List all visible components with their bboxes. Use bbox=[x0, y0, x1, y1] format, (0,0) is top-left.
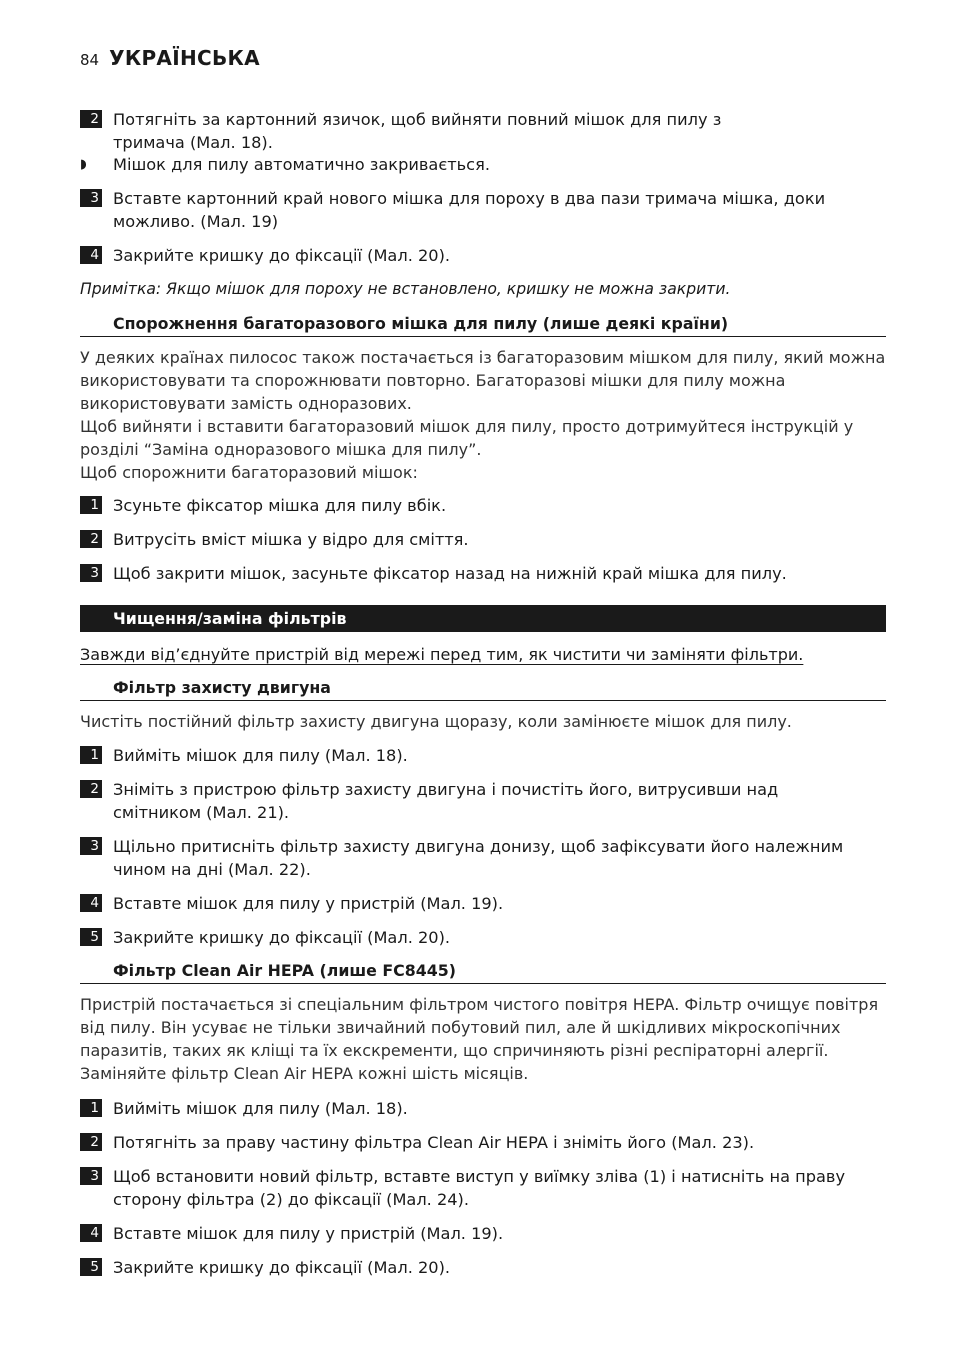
step-item bbox=[80, 1131, 886, 1154]
step-item bbox=[80, 562, 886, 585]
section-intro: Пристрій постачається зі спеціальним фільтром чистого повітря HEPA. Фільтр очищує повітря від пилу. Він усуває не тільки звичайний побутовий пил, але й шкідливих мікроскопічних паразитів, таких як кліщі та їх екскременти, що спричиняють різні респіраторні алергії. Заміняйте фільтр Clean Air HEPA кожні шість місяців. bbox=[80, 995, 879, 1083]
step-number: 1 bbox=[80, 1099, 102, 1117]
step-text: Витрусіть вміст мішка у відро для сміття. bbox=[113, 530, 469, 549]
step-text: Потягніть за картонний язичок, щоб вийняти повний мішок для пилу з тримача (Мал. 18). bbox=[113, 110, 722, 152]
warning-text: Завжди від’єднуйте пристрій від мережі перед тим, як чистити чи заміняти фільтри. bbox=[80, 645, 804, 664]
step-number: 2 bbox=[80, 1133, 102, 1151]
step-number: 2 bbox=[80, 530, 102, 548]
page-number: 84 bbox=[80, 51, 100, 69]
step-number: 1 bbox=[80, 746, 102, 764]
step-number: 5 bbox=[80, 1258, 102, 1276]
step-item bbox=[80, 494, 886, 517]
step-number: 3 bbox=[80, 837, 102, 855]
step-item bbox=[80, 1165, 886, 1211]
step-number: 3 bbox=[80, 189, 102, 207]
step-text: Вставте картонний край нового мішка для пороху в два пази тримача мішка, доки можливо. (Мал. 19) bbox=[113, 189, 826, 231]
step-text: Зсуньте фіксатор мішка для пилу вбік. bbox=[113, 496, 447, 515]
step-number: 3 bbox=[80, 564, 102, 582]
step-item bbox=[80, 778, 886, 824]
note-text: Примітка: Якщо мішок для пороху не встановлено, кришку не можна закрити. bbox=[80, 280, 731, 298]
step-number: 3 bbox=[80, 1167, 102, 1185]
step-text: Вставте мішок для пилу у пристрій (Мал. 19). bbox=[113, 1224, 504, 1243]
step-text: Щоб встановити новий фільтр, вставте виступ у виїмку зліва (1) і натисніть на праву сторону фільтра (2) до фіксації (Мал. 24). bbox=[113, 1167, 846, 1209]
step-text: Вийміть мішок для пилу (Мал. 18). bbox=[113, 746, 408, 765]
step-item bbox=[80, 528, 886, 551]
step-text: Вставте мішок для пилу у пристрій (Мал. 19). bbox=[113, 894, 504, 913]
step-text: Закрийте кришку до фіксації (Мал. 20). bbox=[113, 246, 451, 265]
step-text: Закрийте кришку до фіксації (Мал. 20). bbox=[113, 928, 451, 947]
step-item bbox=[80, 744, 886, 767]
step-number: 2 bbox=[80, 780, 102, 798]
language-heading: УКРАЇНСЬКА bbox=[109, 46, 260, 70]
step-item bbox=[80, 926, 886, 949]
step-item bbox=[80, 187, 886, 233]
step-item bbox=[80, 108, 886, 154]
step-number: 1 bbox=[80, 496, 102, 514]
section-title-hepa-filter: Фільтр Clean Air HEPA (лише FC8445) bbox=[80, 960, 886, 984]
step-number: 2 bbox=[80, 110, 102, 128]
section-intro: У деяких країнах пилосос також постачається із багаторазовим мішком для пилу, який можна використовувати та спорожнювати повторно. Багаторазові мішки для пилу можна використовувати замість одноразових. Щоб вийняти і вставити багаторазовий мішок для пилу, просто дотримуйтеся інструкцій у розділі “Заміна одноразового мішка для пилу”. Щоб спорожнити багаторазовий мішок: bbox=[80, 348, 886, 482]
step-text: Закрийте кришку до фіксації (Мал. 20). bbox=[113, 1258, 451, 1277]
step-item bbox=[80, 244, 886, 267]
section-title-reusable-bag: Спорожнення багаторазового мішка для пилу (лише деякі країни) bbox=[80, 313, 886, 337]
step-item bbox=[80, 1222, 886, 1245]
result-item bbox=[80, 153, 886, 176]
result-bullet-icon: ◗ bbox=[80, 157, 87, 172]
step-text: Вийміть мішок для пилу (Мал. 18). bbox=[113, 1099, 408, 1118]
page-header bbox=[80, 46, 260, 74]
step-item bbox=[80, 835, 886, 881]
result-text: Мішок для пилу автоматично закривається. bbox=[113, 155, 490, 174]
step-text: Щільно притисніть фільтр захисту двигуна донизу, щоб зафіксувати його належним чином на дні (Мал. 22). bbox=[113, 837, 844, 879]
step-number: 4 bbox=[80, 894, 102, 912]
step-text: Зніміть з пристрою фільтр захисту двигуна і почистіть його, витрусивши над смітником (Мал. 21). bbox=[113, 780, 779, 822]
step-item bbox=[80, 1256, 886, 1279]
step-number: 5 bbox=[80, 928, 102, 946]
step-item bbox=[80, 1097, 886, 1120]
section-title-filters: Чищення/заміна фільтрів bbox=[80, 605, 886, 632]
section-intro: Чистіть постійний фільтр захисту двигуна щоразу, коли замінюєте мішок для пилу. bbox=[80, 712, 792, 731]
step-item bbox=[80, 892, 886, 915]
section-title-motor-filter: Фільтр захисту двигуна bbox=[80, 677, 886, 701]
step-text: Щоб закрити мішок, засуньте фіксатор назад на нижній край мішка для пилу. bbox=[113, 564, 787, 583]
step-number: 4 bbox=[80, 246, 102, 264]
step-text: Потягніть за праву частину фільтра Clean Air HEPA і зніміть його (Мал. 23). bbox=[113, 1133, 755, 1152]
step-number: 4 bbox=[80, 1224, 102, 1242]
